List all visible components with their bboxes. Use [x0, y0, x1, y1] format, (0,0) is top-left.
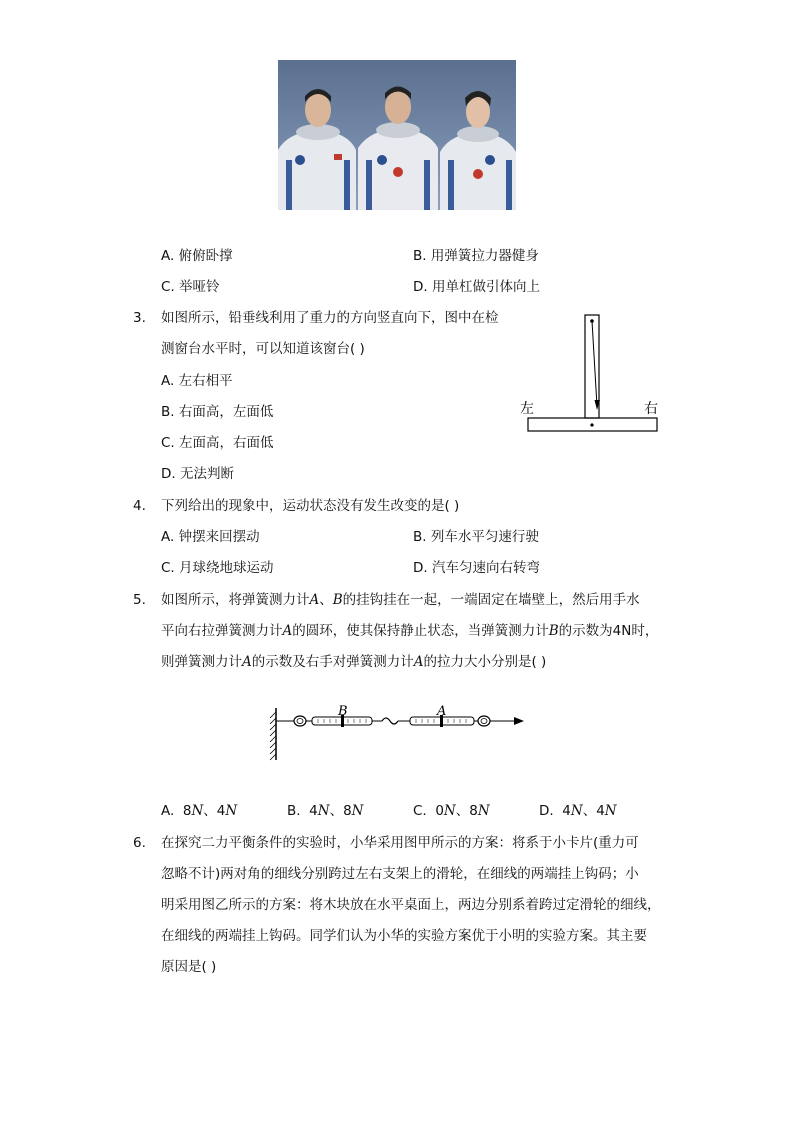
q6-stem-line4: 在细线的两端挂上钩码。同学们认为小华的实验方案优于小明的实验方案。其主要	[161, 928, 647, 944]
q4-stem: 下列给出的现象中，运动状态没有发生改变的是( )	[161, 498, 460, 514]
q5-stem-line3: 则弹簧测力计A的示数及右手对弹簧测力计A的拉力大小分别是( )	[161, 654, 547, 670]
q2-option-b: B. 用弹簧拉力器健身	[413, 248, 539, 264]
q4-number: 4.	[133, 498, 146, 514]
q3-stem-line2: 测窗台水平时，可以知道该窗台( )	[161, 341, 365, 357]
q3-option-c: C. 左面高，右面低	[161, 435, 274, 451]
q4-option-b: B. 列车水平匀速行驶	[413, 529, 539, 545]
q4-option-d: D. 汽车匀速向右转弯	[413, 560, 540, 576]
plumb-line-figure	[518, 312, 666, 436]
q6-stem-line2: 忽略不计)两对角的细线分别跨过左右支架上的滑轮，在细线的两端挂上钩码；小	[161, 866, 639, 882]
spring-scales-figure	[264, 700, 528, 764]
scale-b-label: B	[338, 704, 348, 719]
astronauts-photo	[278, 60, 516, 210]
q5-stem-line1: 如图所示，将弹簧测力计A、B的挂钩挂在一起，一端固定在墙壁上，然后用手水	[161, 592, 640, 608]
scale-a-label: A	[437, 704, 447, 719]
q5-option-d: D. 4N、4N	[539, 803, 617, 819]
q4-option-a: A. 钟摆来回摆动	[161, 529, 260, 545]
q6-stem-line1: 在探究二力平衡条件的实验时，小华采用图甲所示的方案：将系于小卡片(重力可	[161, 835, 639, 851]
q3-option-d: D. 无法判断	[161, 466, 234, 482]
q5-option-b: B. 4N、8N	[287, 803, 364, 819]
q5-option-a: A. 8N、4N	[161, 803, 238, 819]
q6-number: 6.	[133, 835, 146, 851]
q6-stem-line5: 原因是( )	[161, 959, 217, 975]
q2-option-c: C. 举哑铃	[161, 279, 220, 295]
q5-stem-line2: 平向右拉弹簧测力计A的圆环，使其保持静止状态，当弹簧测力计B的示数为4N时，	[161, 623, 659, 639]
q2-option-a: A. 俯俯卧撑	[161, 248, 233, 264]
q5-number: 5.	[133, 592, 146, 608]
q3-number: 3.	[133, 310, 146, 326]
q4-option-c: C. 月球绕地球运动	[161, 560, 274, 576]
q3-option-a: A. 左右相平	[161, 373, 233, 389]
right-label: 右	[644, 401, 658, 417]
q3-stem-line1: 如图所示，铅垂线利用了重力的方向竖直向下，图中在检	[161, 310, 499, 326]
left-label: 左	[520, 401, 534, 417]
q6-stem-line3: 明采用图乙所示的方案：将木块放在水平桌面上，两边分别系着跨过定滑轮的细线，	[161, 897, 661, 913]
q2-option-d: D. 用单杠做引体向上	[413, 279, 540, 295]
q5-option-c: C. 0N、8N	[413, 803, 490, 819]
q3-option-b: B. 右面高，左面低	[161, 404, 274, 420]
